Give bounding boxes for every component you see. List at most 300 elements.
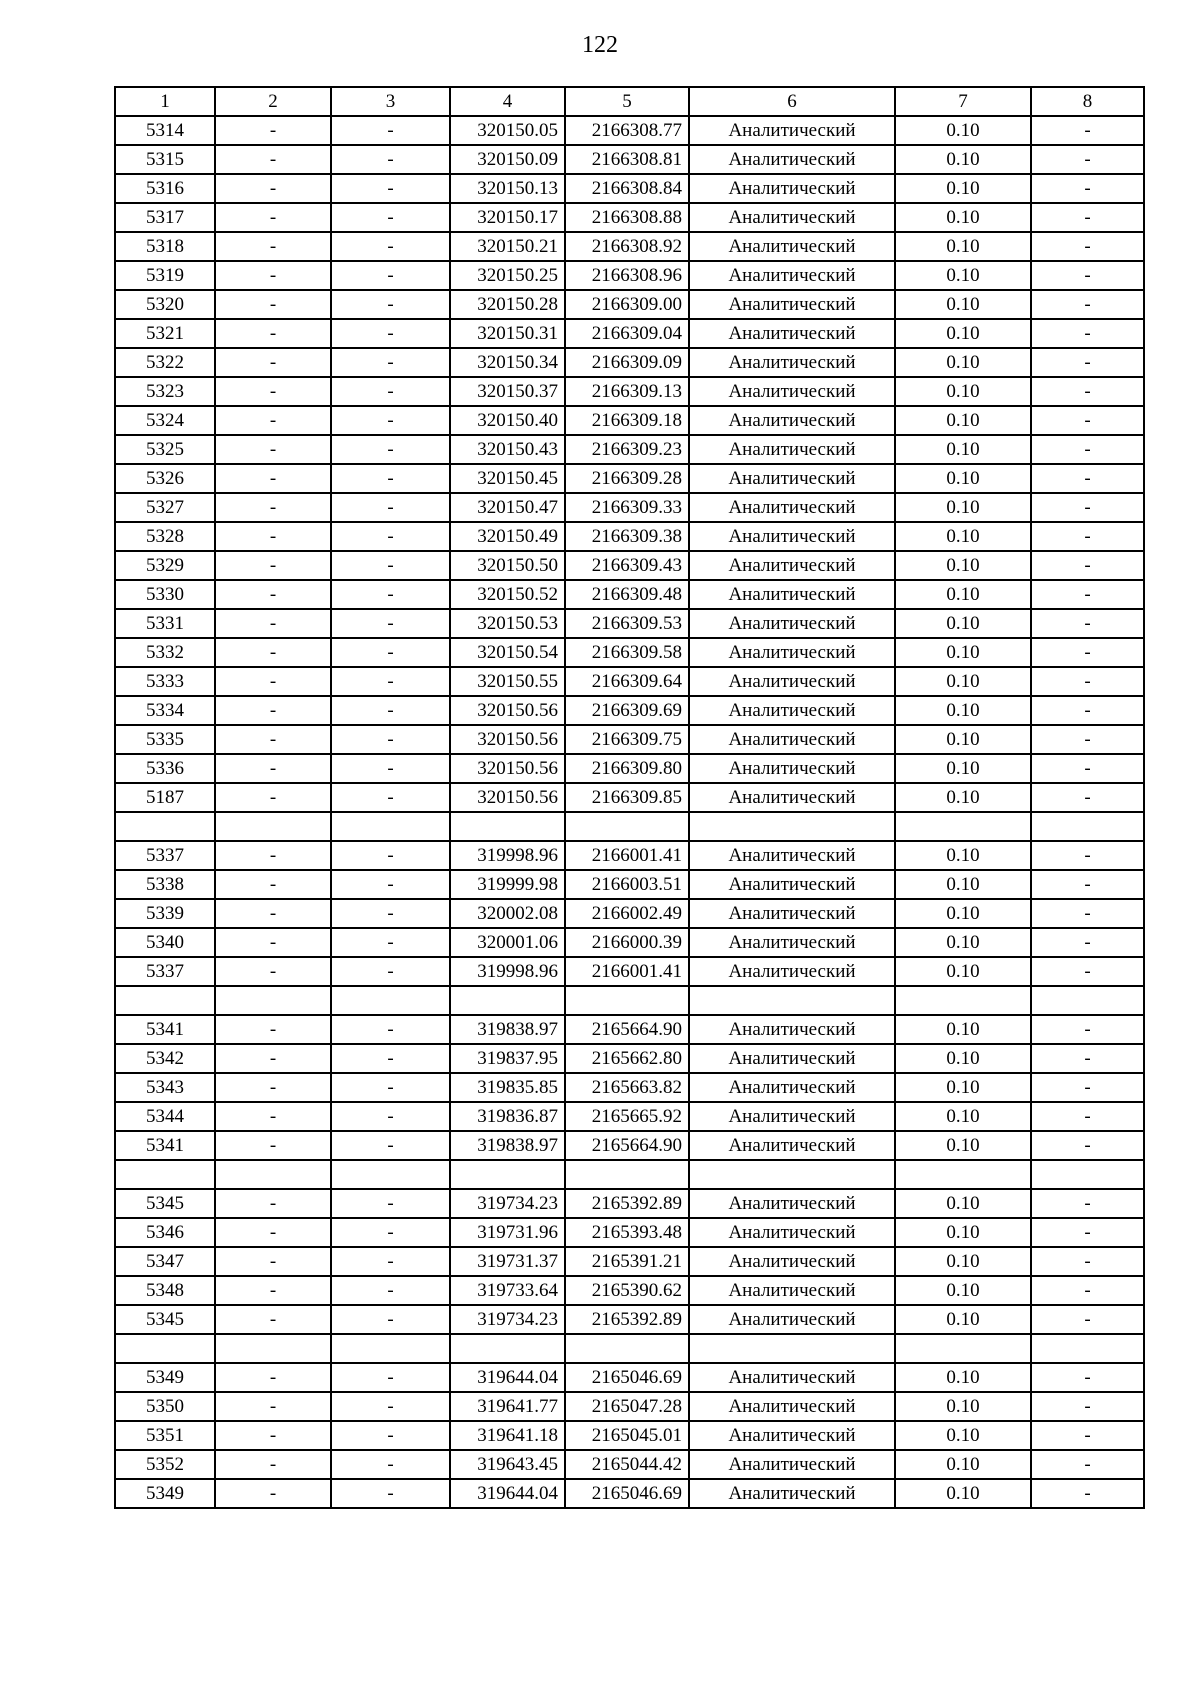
page-number: 122 — [582, 32, 618, 58]
table-cell: 5339 — [115, 899, 215, 928]
table-cell: - — [331, 754, 450, 783]
table-cell: 2165044.42 — [565, 1450, 689, 1479]
table-cell: - — [215, 464, 331, 493]
table-cell: - — [1031, 348, 1144, 377]
table-cell: 0.10 — [895, 348, 1031, 377]
table-cell: 319731.96 — [450, 1218, 565, 1247]
table-cell: 320150.54 — [450, 638, 565, 667]
table-cell: Аналитический — [689, 145, 895, 174]
table-cell: Аналитический — [689, 1450, 895, 1479]
table-cell: - — [1031, 493, 1144, 522]
table-cell: 0.10 — [895, 1073, 1031, 1102]
table-cell: - — [215, 841, 331, 870]
table-cell: - — [331, 696, 450, 725]
table-cell: - — [331, 1102, 450, 1131]
table-cell: 2166309.85 — [565, 783, 689, 812]
table-cell: 320150.56 — [450, 783, 565, 812]
table-cell — [215, 986, 331, 1015]
table-cell — [115, 812, 215, 841]
table-cell: 5318 — [115, 232, 215, 261]
table-cell: - — [1031, 580, 1144, 609]
table-cell: - — [1031, 1479, 1144, 1508]
table-cell: Аналитический — [689, 290, 895, 319]
table-cell: - — [331, 290, 450, 319]
table-cell: Аналитический — [689, 870, 895, 899]
table-cell: 0.10 — [895, 1392, 1031, 1421]
table-cell: - — [331, 232, 450, 261]
table-row — [115, 1334, 1144, 1363]
table-cell: - — [215, 145, 331, 174]
table-cell: - — [1031, 754, 1144, 783]
table-cell: 2166309.53 — [565, 609, 689, 638]
table-cell: 320150.37 — [450, 377, 565, 406]
table-cell: - — [1031, 232, 1144, 261]
table-cell: 2166000.39 — [565, 928, 689, 957]
table-cell: 0.10 — [895, 899, 1031, 928]
table-cell: - — [1031, 1247, 1144, 1276]
table-row — [115, 1160, 1144, 1189]
table-cell: - — [331, 1044, 450, 1073]
table-cell: 2166309.80 — [565, 754, 689, 783]
table-cell: 5338 — [115, 870, 215, 899]
table-cell: 319731.37 — [450, 1247, 565, 1276]
table-cell: Аналитический — [689, 899, 895, 928]
table-cell: 5336 — [115, 754, 215, 783]
table-cell: 0.10 — [895, 783, 1031, 812]
table-row — [115, 493, 1144, 522]
table-cell: 0.10 — [895, 551, 1031, 580]
table-cell: 319734.23 — [450, 1189, 565, 1218]
table-row — [115, 319, 1144, 348]
table-cell: 5337 — [115, 841, 215, 870]
table-cell: - — [1031, 1015, 1144, 1044]
table-cell: Аналитический — [689, 957, 895, 986]
table-cell: 320150.09 — [450, 145, 565, 174]
table-cell: 319836.87 — [450, 1102, 565, 1131]
table-cell: 2165391.21 — [565, 1247, 689, 1276]
table-cell: 5329 — [115, 551, 215, 580]
table-cell: 319999.98 — [450, 870, 565, 899]
table-cell: - — [215, 1421, 331, 1450]
table-cell: - — [215, 580, 331, 609]
table-cell: 5324 — [115, 406, 215, 435]
table-cell: 5317 — [115, 203, 215, 232]
table-row — [115, 1218, 1144, 1247]
table-cell: 319998.96 — [450, 957, 565, 986]
table-cell: 5351 — [115, 1421, 215, 1450]
table-cell: 0.10 — [895, 1218, 1031, 1247]
table-cell: Аналитический — [689, 232, 895, 261]
table-cell: Аналитический — [689, 1392, 895, 1421]
table-cell: - — [331, 783, 450, 812]
table-cell: - — [331, 1276, 450, 1305]
table-cell: Аналитический — [689, 319, 895, 348]
table-row — [115, 667, 1144, 696]
table-cell: - — [331, 174, 450, 203]
table-cell: - — [1031, 841, 1144, 870]
table-cell: 2165046.69 — [565, 1479, 689, 1508]
table-row — [115, 116, 1144, 145]
table-cell: 5326 — [115, 464, 215, 493]
table-cell: Аналитический — [689, 1421, 895, 1450]
table-cell: 2166308.77 — [565, 116, 689, 145]
table-cell: Аналитический — [689, 348, 895, 377]
table-cell: 320150.53 — [450, 609, 565, 638]
table-cell: 5341 — [115, 1131, 215, 1160]
table-cell: 319644.04 — [450, 1363, 565, 1392]
table-cell: Аналитический — [689, 1479, 895, 1508]
table-cell: 320150.40 — [450, 406, 565, 435]
table-cell: - — [1031, 116, 1144, 145]
table-cell: 5341 — [115, 1015, 215, 1044]
table-cell: 0.10 — [895, 1015, 1031, 1044]
table-cell: 319644.04 — [450, 1479, 565, 1508]
table-row — [115, 348, 1144, 377]
table-row — [115, 406, 1144, 435]
table-cell — [450, 1334, 565, 1363]
table-cell: 2166308.96 — [565, 261, 689, 290]
table-cell: - — [215, 1131, 331, 1160]
table-cell: - — [331, 638, 450, 667]
table-cell: 0.10 — [895, 1189, 1031, 1218]
table-cell: 319734.23 — [450, 1305, 565, 1334]
column-header: 1 — [115, 87, 215, 116]
table-cell: - — [331, 1363, 450, 1392]
table-cell: Аналитический — [689, 754, 895, 783]
table-cell: 0.10 — [895, 1421, 1031, 1450]
table-cell: - — [215, 1247, 331, 1276]
table-cell — [1031, 1160, 1144, 1189]
table-cell: - — [1031, 464, 1144, 493]
table-cell: 0.10 — [895, 261, 1031, 290]
table-cell: - — [331, 957, 450, 986]
table-cell: - — [331, 899, 450, 928]
table-cell: 319838.97 — [450, 1131, 565, 1160]
table-cell: - — [331, 551, 450, 580]
table-cell: Аналитический — [689, 261, 895, 290]
table-cell: Аналитический — [689, 435, 895, 464]
table-cell: 320150.13 — [450, 174, 565, 203]
table-cell: - — [1031, 1073, 1144, 1102]
column-header: 3 — [331, 87, 450, 116]
table-cell: - — [1031, 377, 1144, 406]
table-cell: 5349 — [115, 1479, 215, 1508]
table-cell — [215, 1334, 331, 1363]
table-cell: 5349 — [115, 1363, 215, 1392]
table-row — [115, 1305, 1144, 1334]
table-cell: 2166309.43 — [565, 551, 689, 580]
table-cell: 2165045.01 — [565, 1421, 689, 1450]
table-cell: 5342 — [115, 1044, 215, 1073]
table-cell: 0.10 — [895, 1479, 1031, 1508]
table-cell: Аналитический — [689, 1015, 895, 1044]
table-cell: 2166001.41 — [565, 957, 689, 986]
table-cell: 0.10 — [895, 638, 1031, 667]
table-cell: 0.10 — [895, 1131, 1031, 1160]
table-cell: 320150.21 — [450, 232, 565, 261]
table-cell: 0.10 — [895, 1044, 1031, 1073]
table-cell: 5347 — [115, 1247, 215, 1276]
table-cell: 0.10 — [895, 116, 1031, 145]
table-row — [115, 841, 1144, 870]
table-cell: Аналитический — [689, 638, 895, 667]
table-cell: - — [1031, 1363, 1144, 1392]
table-cell: - — [331, 1305, 450, 1334]
table-cell: - — [1031, 1450, 1144, 1479]
table-cell: 2165664.90 — [565, 1015, 689, 1044]
table-cell: 320002.08 — [450, 899, 565, 928]
table-cell: - — [331, 261, 450, 290]
table-cell: 5330 — [115, 580, 215, 609]
table-cell: - — [1031, 406, 1144, 435]
table-cell: Аналитический — [689, 928, 895, 957]
table-cell: - — [331, 348, 450, 377]
table-cell: 320150.50 — [450, 551, 565, 580]
table-cell: Аналитический — [689, 1218, 895, 1247]
table-cell — [331, 1160, 450, 1189]
table-cell: 0.10 — [895, 232, 1031, 261]
column-header: 7 — [895, 87, 1031, 116]
table-cell: - — [215, 261, 331, 290]
table-cell: 320150.17 — [450, 203, 565, 232]
table-cell — [450, 1160, 565, 1189]
table-cell: 5348 — [115, 1276, 215, 1305]
table-row — [115, 870, 1144, 899]
table-cell — [689, 1334, 895, 1363]
table-row — [115, 1044, 1144, 1073]
table-row — [115, 783, 1144, 812]
table-row — [115, 261, 1144, 290]
table-cell: 2165664.90 — [565, 1131, 689, 1160]
table-cell: - — [331, 1073, 450, 1102]
table-cell — [565, 1334, 689, 1363]
table-row — [115, 1015, 1144, 1044]
table-cell: - — [215, 290, 331, 319]
table-cell: Аналитический — [689, 116, 895, 145]
table-cell: 2166309.33 — [565, 493, 689, 522]
table-cell — [565, 812, 689, 841]
table-cell: 2166308.88 — [565, 203, 689, 232]
table-row — [115, 1073, 1144, 1102]
header-row — [115, 87, 1144, 116]
table-cell: - — [215, 899, 331, 928]
table-cell: 0.10 — [895, 145, 1031, 174]
table-cell: 0.10 — [895, 870, 1031, 899]
table-row — [115, 812, 1144, 841]
table-cell — [565, 986, 689, 1015]
table-cell: 320150.05 — [450, 116, 565, 145]
table-cell: 5332 — [115, 638, 215, 667]
table-cell: 319641.18 — [450, 1421, 565, 1450]
table-cell: - — [331, 667, 450, 696]
table-cell: - — [215, 551, 331, 580]
table-cell: - — [331, 1421, 450, 1450]
table-cell: 2165393.48 — [565, 1218, 689, 1247]
table-cell: - — [215, 957, 331, 986]
table-cell: 5322 — [115, 348, 215, 377]
table-cell: 5333 — [115, 667, 215, 696]
table-cell: 0.10 — [895, 464, 1031, 493]
table-cell: - — [215, 609, 331, 638]
table-row — [115, 232, 1144, 261]
table-cell: - — [331, 377, 450, 406]
table-cell — [895, 812, 1031, 841]
table-cell — [895, 1334, 1031, 1363]
table-row — [115, 377, 1144, 406]
table-cell: 320150.56 — [450, 725, 565, 754]
table-cell: 2166309.64 — [565, 667, 689, 696]
table-cell: 0.10 — [895, 1247, 1031, 1276]
table-cell: - — [1031, 667, 1144, 696]
table-cell: - — [331, 1131, 450, 1160]
table-cell: 320150.45 — [450, 464, 565, 493]
table-cell: 5337 — [115, 957, 215, 986]
table-cell: Аналитический — [689, 174, 895, 203]
table-cell: Аналитический — [689, 696, 895, 725]
table-cell: 2166308.81 — [565, 145, 689, 174]
table-row — [115, 522, 1144, 551]
table-row — [115, 957, 1144, 986]
table-cell: 320150.56 — [450, 754, 565, 783]
table-cell: - — [215, 1479, 331, 1508]
table-cell: - — [331, 319, 450, 348]
table-row — [115, 696, 1144, 725]
table-cell: 0.10 — [895, 928, 1031, 957]
table-cell: Аналитический — [689, 1073, 895, 1102]
table-cell: 0.10 — [895, 319, 1031, 348]
table-cell: 0.10 — [895, 580, 1031, 609]
table-cell: 0.10 — [895, 174, 1031, 203]
table-cell: Аналитический — [689, 841, 895, 870]
table-cell: 2166003.51 — [565, 870, 689, 899]
table-cell: - — [1031, 783, 1144, 812]
table-cell: Аналитический — [689, 1189, 895, 1218]
table-cell: Аналитический — [689, 1363, 895, 1392]
table-cell — [450, 986, 565, 1015]
table-cell: - — [1031, 1276, 1144, 1305]
table-cell: 2166002.49 — [565, 899, 689, 928]
table-cell: 5344 — [115, 1102, 215, 1131]
table-cell: 5321 — [115, 319, 215, 348]
table-cell: - — [1031, 319, 1144, 348]
table-cell: - — [1031, 696, 1144, 725]
table-cell — [331, 1334, 450, 1363]
table-cell — [895, 986, 1031, 1015]
table-cell: 5314 — [115, 116, 215, 145]
table-cell: 319733.64 — [450, 1276, 565, 1305]
table-cell: - — [331, 493, 450, 522]
table-cell: 5320 — [115, 290, 215, 319]
table-cell: 2166309.00 — [565, 290, 689, 319]
table-row — [115, 580, 1144, 609]
table-cell: 0.10 — [895, 609, 1031, 638]
table-cell — [1031, 812, 1144, 841]
table-cell: Аналитический — [689, 667, 895, 696]
table-cell: - — [215, 783, 331, 812]
table-cell: 2166309.09 — [565, 348, 689, 377]
table-row — [115, 928, 1144, 957]
table-cell: - — [215, 522, 331, 551]
table-cell: 5187 — [115, 783, 215, 812]
table-cell: - — [331, 145, 450, 174]
table-cell: Аналитический — [689, 377, 895, 406]
table-cell: 2165390.62 — [565, 1276, 689, 1305]
table-cell: - — [215, 174, 331, 203]
table-cell: 319998.96 — [450, 841, 565, 870]
table-cell: 320150.56 — [450, 696, 565, 725]
table-cell: - — [215, 406, 331, 435]
table-cell: 2166309.28 — [565, 464, 689, 493]
table-cell: 2165663.82 — [565, 1073, 689, 1102]
table-row — [115, 1131, 1144, 1160]
table-cell: Аналитический — [689, 551, 895, 580]
table-row — [115, 1421, 1144, 1450]
table-cell: - — [1031, 638, 1144, 667]
table-row — [115, 1276, 1144, 1305]
table-cell: 319643.45 — [450, 1450, 565, 1479]
table-cell: 0.10 — [895, 841, 1031, 870]
table-cell: 2165046.69 — [565, 1363, 689, 1392]
table-cell: 320150.28 — [450, 290, 565, 319]
table-cell — [689, 986, 895, 1015]
table-cell: - — [1031, 609, 1144, 638]
table-cell: - — [1031, 551, 1144, 580]
column-header: 4 — [450, 87, 565, 116]
table-cell: - — [215, 435, 331, 464]
table-cell: - — [331, 1392, 450, 1421]
table-cell: - — [1031, 899, 1144, 928]
table-cell: - — [1031, 203, 1144, 232]
table-cell: Аналитический — [689, 580, 895, 609]
column-header: 8 — [1031, 87, 1144, 116]
table-cell: 5340 — [115, 928, 215, 957]
table-cell: 2166309.48 — [565, 580, 689, 609]
table-row — [115, 725, 1144, 754]
table-cell: - — [215, 725, 331, 754]
table-cell: 2166309.23 — [565, 435, 689, 464]
table-cell: - — [1031, 261, 1144, 290]
table-cell: 5325 — [115, 435, 215, 464]
table-cell: - — [215, 348, 331, 377]
table-cell: Аналитический — [689, 1102, 895, 1131]
table-cell: - — [1031, 928, 1144, 957]
table-cell: 5323 — [115, 377, 215, 406]
column-header: 5 — [565, 87, 689, 116]
table-cell: - — [1031, 957, 1144, 986]
table-cell: 320150.55 — [450, 667, 565, 696]
table-cell: 5327 — [115, 493, 215, 522]
table-cell: 319641.77 — [450, 1392, 565, 1421]
table-cell: 2166309.04 — [565, 319, 689, 348]
table-cell: - — [331, 1015, 450, 1044]
table-cell: - — [215, 1044, 331, 1073]
table-cell: 5346 — [115, 1218, 215, 1247]
table-cell: 0.10 — [895, 957, 1031, 986]
table-cell — [1031, 1334, 1144, 1363]
column-header: 6 — [689, 87, 895, 116]
table-cell: Аналитический — [689, 522, 895, 551]
table-cell: 0.10 — [895, 1276, 1031, 1305]
table-cell: 320150.49 — [450, 522, 565, 551]
table-cell: - — [215, 1102, 331, 1131]
table-cell: 2166309.75 — [565, 725, 689, 754]
table-cell: - — [215, 203, 331, 232]
table-cell: 5316 — [115, 174, 215, 203]
table-cell — [115, 986, 215, 1015]
table-cell: - — [331, 580, 450, 609]
table-cell: 319835.85 — [450, 1073, 565, 1102]
table-cell: 5334 — [115, 696, 215, 725]
